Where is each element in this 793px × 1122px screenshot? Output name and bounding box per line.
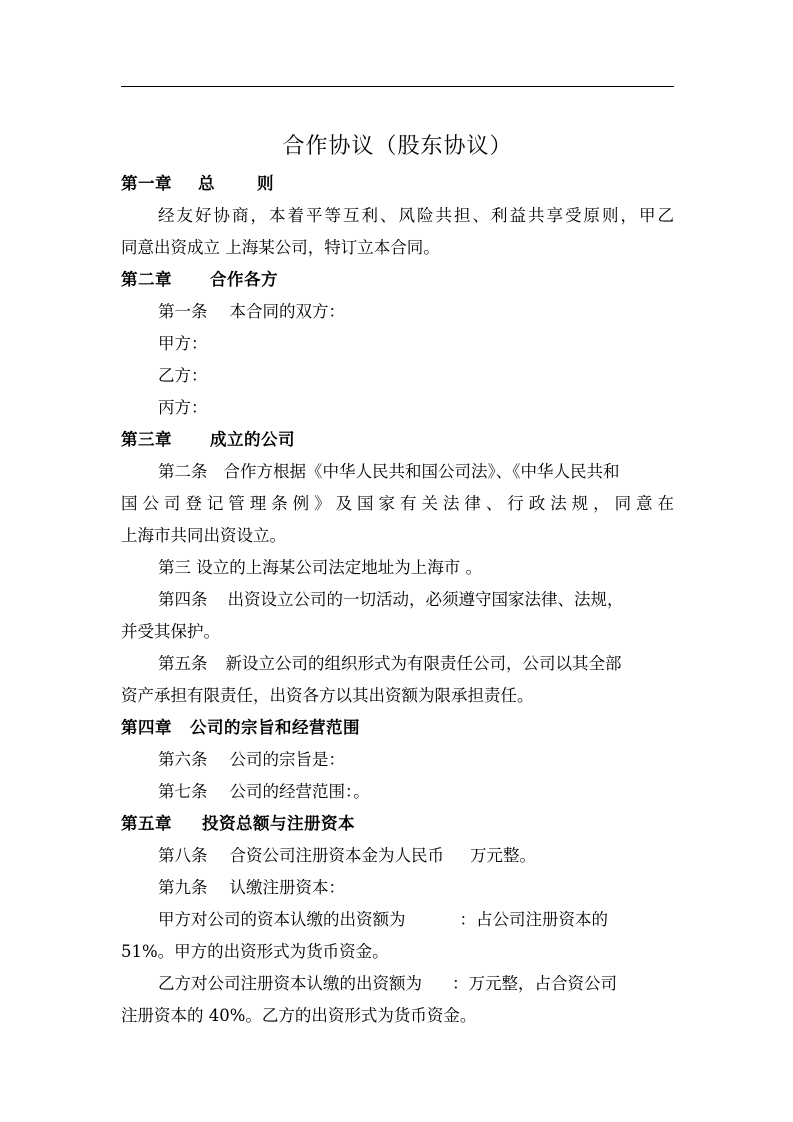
article-2-line: 上海市共同出资设立。: [121, 526, 286, 545]
article-text: 出资设立公司的一切活动，必须遵守国家法律、法规，: [227, 590, 624, 609]
party-a-line: 甲方：: [158, 334, 208, 353]
document-body: [121, 130, 674, 1032]
article-5-line: 资产承担有限责任，出资各方以其出资额为限承担责任。: [121, 686, 534, 705]
article-text: 合资公司注册资本金为人民币: [229, 846, 444, 865]
contribution-text: 甲方对公司的资本认缴的出资额为: [158, 910, 406, 929]
article-text: 公司的经营范围：。: [229, 782, 370, 801]
article-5-line: [121, 648, 674, 680]
article-7: [121, 776, 674, 808]
chapter-number: 第一章: [121, 174, 172, 193]
chapter-2-heading: [121, 264, 674, 296]
intro-paragraph-line: 经友好协商，本着平等互利、风险共担、利益共享受原则，甲乙: [158, 206, 674, 225]
article-text: 合作方根据《中华人民共和国公司法》、《中华人民共和: [223, 462, 620, 481]
chapter-title-part: 总: [198, 174, 215, 193]
header-rule: [121, 86, 674, 87]
chapter-4-heading: [121, 712, 674, 744]
article-6: [121, 744, 674, 776]
chapter-title: 投资总额与注册资本: [202, 814, 355, 833]
article-4-line: [121, 584, 674, 616]
contribution-text: ：占公司注册资本的: [459, 910, 608, 929]
chapter-title: 合作各方: [210, 270, 278, 289]
article-1: [121, 296, 674, 328]
chapter-1-heading: [121, 168, 674, 200]
article-label: 第六条: [158, 750, 208, 769]
chapter-number: 第五章: [121, 814, 172, 833]
party-b-contribution-line: [121, 968, 674, 1000]
chapter-number: 第三章: [121, 430, 172, 449]
chapter-number: 第二章: [121, 270, 172, 289]
article-text: 公司的宗旨是：: [229, 750, 345, 769]
contribution-text: 乙方对公司注册资本认缴的出资额为: [158, 974, 422, 993]
article-9: [121, 872, 674, 904]
party-b-contribution-line: 注册资本的 40%。乙方的出资形式为货币资金。: [121, 1006, 477, 1025]
chapter-5-heading: [121, 808, 674, 840]
intro-paragraph-line: 同意出资成立 上海某公司，特订立本合同。: [121, 238, 440, 257]
article-8: [121, 840, 674, 872]
article-text: 认缴注册资本：: [229, 878, 345, 897]
chapter-title: 成立的公司: [210, 430, 295, 449]
chapter-number: 第四章: [121, 718, 172, 737]
party-b-line: 乙方：: [158, 366, 208, 385]
article-label: 第五条: [158, 654, 208, 673]
article-label: 第七条: [158, 782, 208, 801]
article-label: 第一条: [158, 302, 208, 321]
article-text: 本合同的双方：: [229, 302, 345, 321]
article-label: 第四条: [158, 590, 208, 609]
party-c-line: 丙方：: [158, 398, 208, 417]
document-title: 合作协议（股东协议）: [282, 134, 513, 159]
article-2-line: 国公司登记管理条例》及国家有关法律、行政法规，同意在: [121, 494, 674, 513]
article-text: 新设立公司的组织形式为有限责任公司，公司以其全部: [225, 654, 622, 673]
article-2-line: [121, 456, 674, 488]
party-a-contribution-line: 51%。甲方的出资形式为货币资金。: [121, 942, 389, 961]
article-4-line: 并受其保护。: [121, 622, 220, 641]
party-a-contribution-line: [121, 904, 674, 936]
article-3: 第三 设立的上海某公司法定地址为上海市 。: [158, 558, 482, 577]
article-label: 第二条: [158, 462, 208, 481]
contribution-text: ：万元整，占合资公司: [452, 974, 617, 993]
chapter-title: 公司的宗旨和经营范围: [190, 718, 360, 737]
article-label: 第九条: [158, 878, 208, 897]
article-text: 万元整。: [470, 846, 536, 865]
article-label: 第八条: [158, 846, 208, 865]
chapter-3-heading: [121, 424, 674, 456]
chapter-title-part: 则: [257, 174, 274, 193]
